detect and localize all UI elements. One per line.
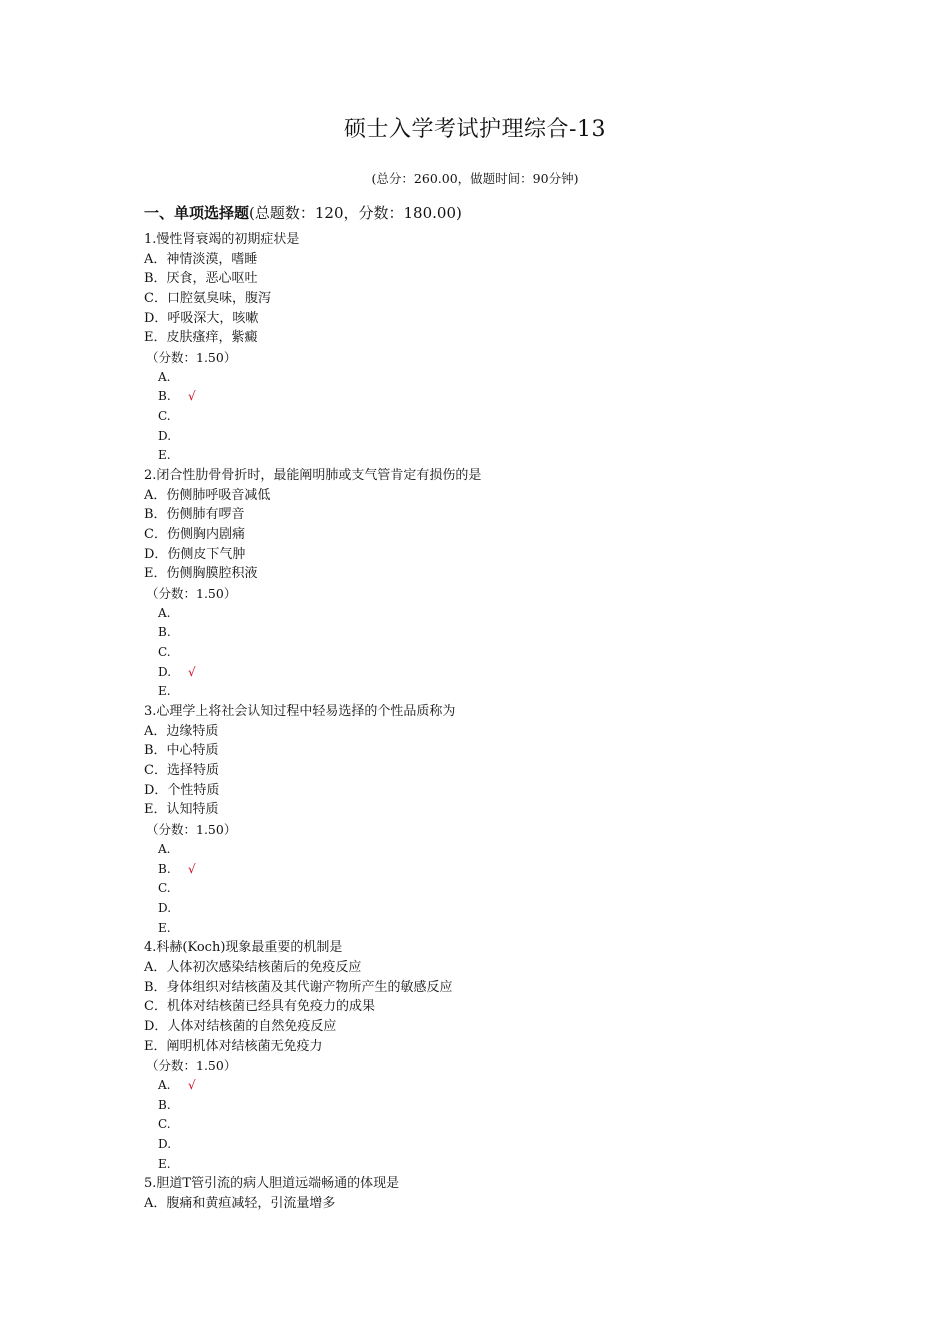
question-option: E．认知特质 [144, 802, 219, 818]
question-option: A．腹痛和黄疸减轻，引流量增多 [144, 1195, 336, 1211]
question-score: （分数：1.50） [146, 822, 237, 838]
question-option: B．中心特质 [144, 743, 219, 759]
answer-letter: E. [158, 920, 171, 935]
exam-summary: (总分：260.00，做题时间：90分钟) [371, 171, 579, 186]
answer-letter: D. [158, 900, 172, 915]
answer-letter: B. [158, 1097, 171, 1112]
answer-letter: D. [158, 664, 172, 679]
question-option: D．呼吸深大，咳嗽 [144, 310, 259, 326]
question-block [144, 1174, 844, 1213]
answer-row [144, 840, 844, 860]
answer-letter: A. [158, 369, 171, 384]
answer-letter: E. [158, 448, 171, 463]
answer-letter: E. [158, 684, 171, 699]
answer-letter: C. [158, 409, 171, 424]
answer-row [144, 407, 844, 427]
answer-row [144, 860, 844, 880]
question-option: D．个性特质 [144, 782, 220, 798]
question-option: A．神情淡漠，嗜睡 [144, 251, 258, 267]
answer-letter: D. [158, 1136, 172, 1151]
page-title: 硕士入学考试护理综合-13 [344, 117, 606, 142]
answer-row [144, 682, 844, 702]
answer-row [144, 446, 844, 466]
answer-letter: B. [158, 625, 171, 640]
correct-answer-check-icon: √ [188, 1077, 196, 1092]
answer-row [144, 1135, 844, 1155]
question-option: D．人体对结核菌的自然免疫反应 [144, 1018, 337, 1034]
answer-row [144, 1115, 844, 1135]
answer-letter: C. [158, 645, 171, 660]
answer-letter: B. [158, 861, 171, 876]
question-block [144, 466, 844, 702]
answer-row [144, 604, 844, 624]
section-prefix: 一、 [144, 204, 175, 222]
answer-row [144, 1096, 844, 1116]
question-stem: 4.科赫(Koch)现象最重要的机制是 [144, 940, 343, 956]
correct-answer-check-icon: √ [188, 861, 196, 876]
question-option: A．边缘特质 [144, 723, 219, 739]
question-option: A．人体初次感染结核菌后的免疫反应 [144, 959, 362, 975]
correct-answer-check-icon: √ [188, 664, 196, 679]
section-name: 单项选择题 [174, 204, 250, 222]
question-option: A．伤侧肺呼吸音减低 [144, 487, 271, 503]
question-score: （分数：1.50） [146, 350, 237, 366]
answer-row [144, 427, 844, 447]
answer-letter: C. [158, 881, 171, 896]
question-stem: 2.闭合性肋骨骨折时，最能阐明肺或支气管肯定有损伤的是 [144, 468, 482, 484]
answer-row [144, 368, 844, 388]
answer-letter: A. [158, 1077, 171, 1092]
question-option: E．皮肤瘙痒，紫癜 [144, 330, 258, 346]
answer-row [144, 919, 844, 939]
correct-answer-check-icon: √ [188, 389, 196, 404]
question-option: B．伤侧肺有啰音 [144, 507, 245, 523]
question-option: E．伤侧胸膜腔积液 [144, 566, 258, 582]
question-option: C．选择特质 [144, 763, 219, 779]
answer-row [144, 387, 844, 407]
answer-letter: A. [158, 841, 171, 856]
question-list [144, 230, 844, 1214]
answer-letter: E. [158, 1156, 171, 1171]
question-stem: 3.心理学上将社会认知过程中轻易选择的个性品质称为 [144, 704, 456, 720]
answer-row [144, 663, 844, 683]
question-stem: 5.胆道T管引流的病人胆道远端畅通的体现是 [144, 1176, 400, 1192]
answer-letter: B. [158, 389, 171, 404]
question-option: C．口腔氨臭味，腹泻 [144, 291, 271, 307]
question-option: D．伤侧皮下气肿 [144, 546, 246, 562]
question-block [144, 230, 844, 466]
answer-row [144, 1155, 844, 1175]
answer-letter: D. [158, 428, 172, 443]
question-option: B．厌食，恶心呕吐 [144, 271, 258, 287]
question-option: C．伤侧胸内剧痛 [144, 527, 245, 543]
answer-row [144, 1076, 844, 1096]
question-option: E．阐明机体对结核菌无免疫力 [144, 1038, 323, 1054]
question-option: B．身体组织对结核菌及其代谢产物所产生的敏感反应 [144, 979, 453, 995]
answer-row [144, 879, 844, 899]
answer-row [144, 899, 844, 919]
question-option: C．机体对结核菌已经具有免疫力的成果 [144, 999, 375, 1015]
question-block [144, 938, 844, 1174]
answer-letter: C. [158, 1117, 171, 1132]
question-block [144, 702, 844, 938]
answer-row [144, 643, 844, 663]
answer-letter: A. [158, 605, 171, 620]
question-score: （分数：1.50） [146, 586, 237, 602]
section-heading [144, 202, 462, 224]
answer-row [144, 623, 844, 643]
question-score: （分数：1.50） [146, 1058, 237, 1074]
section-info: (总题数：120，分数：180.00) [249, 204, 462, 222]
question-stem: 1.慢性肾衰竭的初期症状是 [144, 232, 300, 247]
